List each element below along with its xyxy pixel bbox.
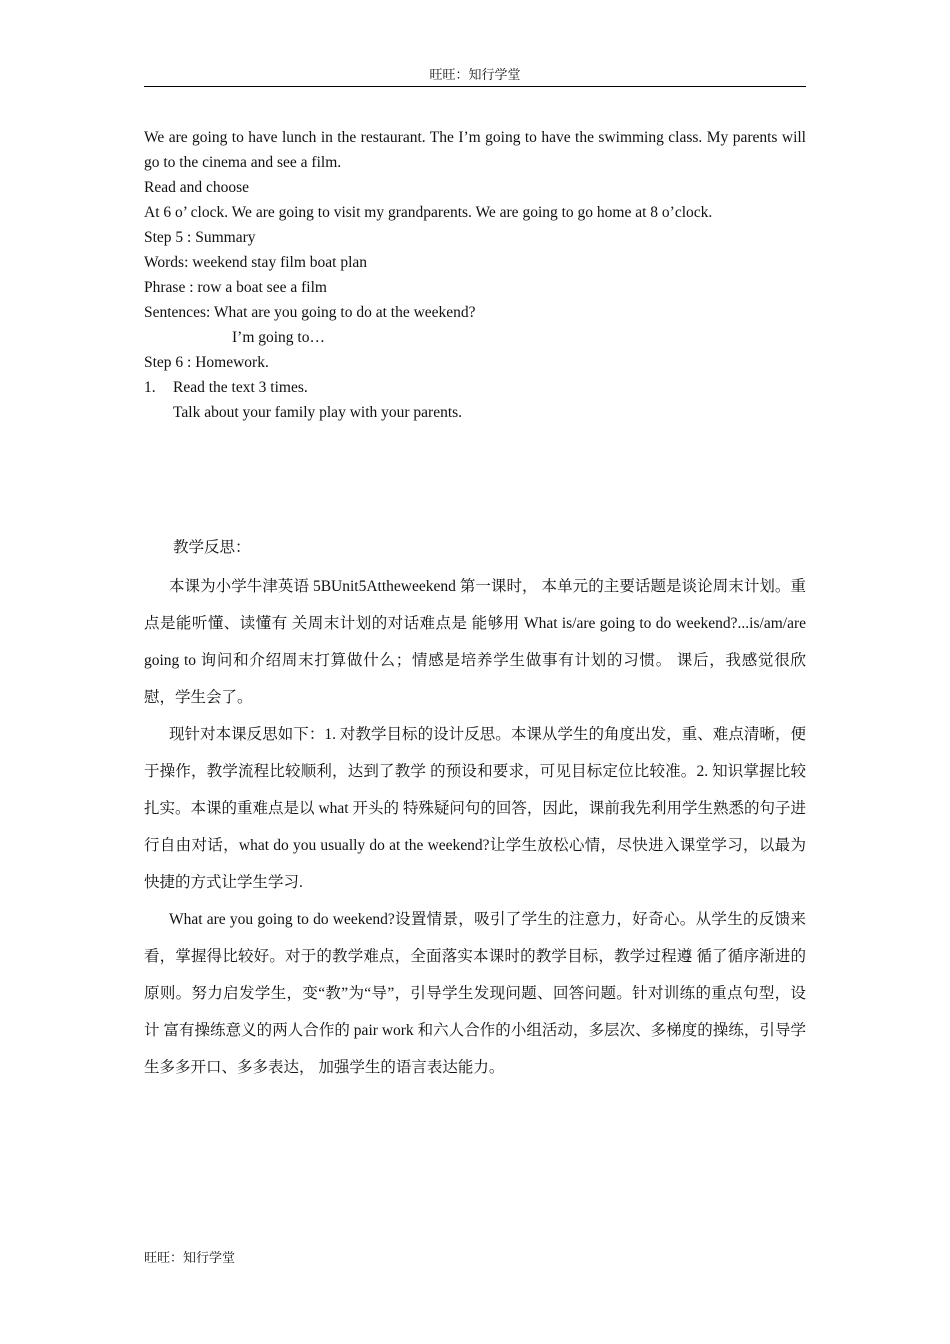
list-item-text: Read the text 3 times.	[173, 379, 308, 396]
list-number: 1.	[144, 379, 156, 396]
english-lesson-section	[144, 125, 806, 425]
reflection-paragraph: 本课为小学牛津英语 5BUnit5Attheweekend 第一课时， 本单元的主要话题是谈论周末计划。重点是能听懂、读懂有 关周末计划的对话难点是 能够用 What is/are going to do weekend?...is/am/are going to 询问和介绍周末打算做什么；情感是培养学生做事有计划的习惯。 课后，我感觉很欣慰，学生会了。	[144, 578, 806, 706]
step-heading: Step 5 : Summary	[144, 229, 256, 246]
lesson-line: Words: weekend stay film boat plan	[144, 254, 368, 271]
lesson-line: At 6 o’ clock. We are going to visit my grandparents. We are going to go home at 8 o’clock.	[144, 204, 713, 221]
step-heading: Step 6 : Homework.	[144, 354, 269, 371]
lesson-paragraph: We are going to have lunch in the restaurant. The I’m going to have the swimming class. My parents will go to the cinema and see a film.	[144, 129, 806, 171]
lesson-line: Phrase : row a boat see a film	[144, 279, 327, 296]
homework-list-item	[144, 375, 806, 400]
reflection-title: 教学反思：	[173, 539, 251, 556]
lesson-line: I’m going to…	[232, 329, 325, 346]
reflection-paragraph: 现针对本课反思如下：1. 对教学目标的设计反思。本课从学生的角度出发，重、难点清晰，便于操作，教学流程比较顺利，达到了教学 的预设和要求，可见目标定位比较准。2. 知识掌握比较扎实。本课的重难点是以 what 开头的 特殊疑问句的回答，因此，课前我先利用学生熟悉的句子进 行自由对话，what do you usually do at the weekend?让学生放松心情，尽快进入课堂学习，以最为快捷的方式让学生学习.	[144, 726, 806, 891]
lesson-line: Read and choose	[144, 179, 250, 196]
page-header: 旺旺：知行学堂	[144, 64, 806, 87]
lesson-line: Sentences: What are you going to do at the weekend?	[144, 304, 476, 321]
teaching-reflection-section	[144, 536, 806, 1086]
homework-list-continuation: Talk about your family play with your parents.	[173, 404, 463, 421]
reflection-paragraph: What are you going to do weekend?设置情景，吸引了学生的注意力，好奇心。从学生的反馈来看，掌握得比较好。对于的教学难点，全面落实本课时的教学目标，教学过程遵 循了循序渐进的原则。努力启发学生，变“教”为“导”，引导学生发现问题、回答问题。针对训练的重点句型，设计 富有操练意义的两人合作的 pair work 和六人合作的小组活动，多层次、多梯度的操练，引导学生多多开口、多多表达， 加强学生的语言表达能力。	[144, 911, 806, 1076]
page-footer: 旺旺：知行学堂	[144, 1250, 236, 1265]
